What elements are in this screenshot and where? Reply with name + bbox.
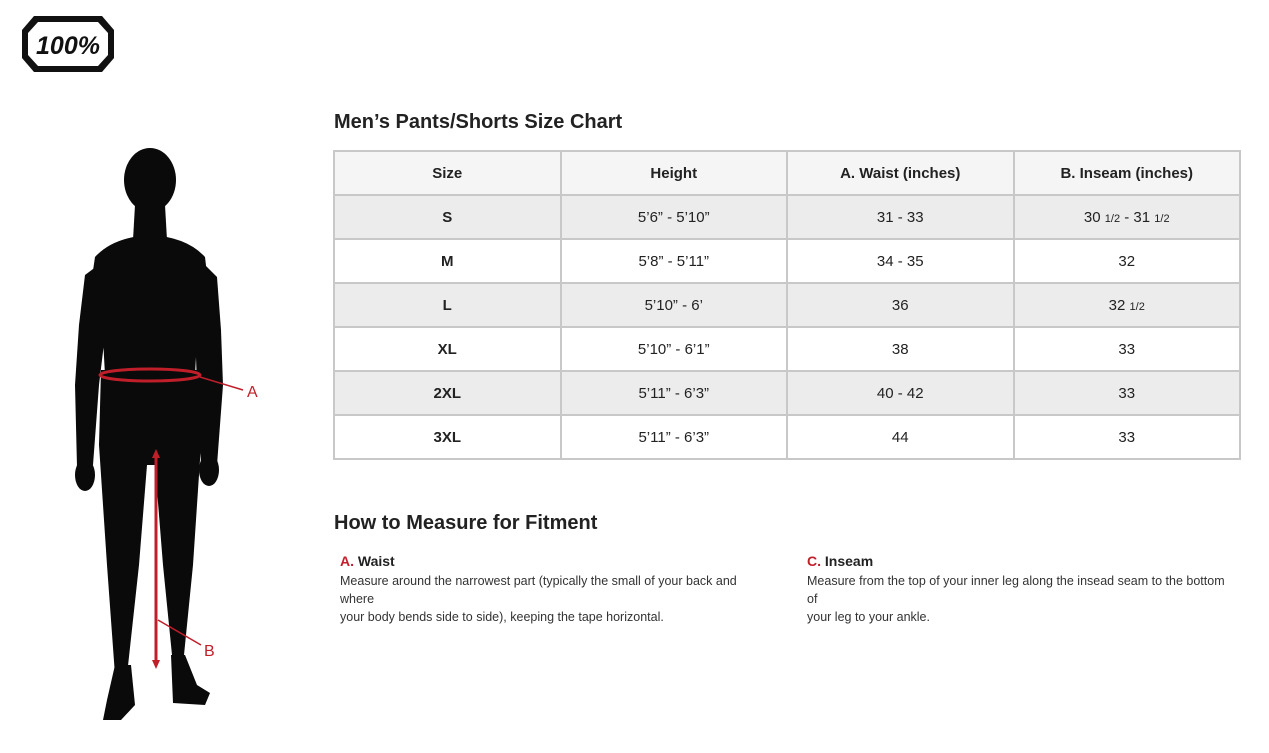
inseam-cell: 30 1/2 - 31 1/2 [1014,195,1241,239]
logo-text: 100% [36,32,100,60]
brand-logo [20,14,116,74]
waist-cell: 34 - 35 [787,239,1014,283]
inseam-heading [807,553,1237,569]
inseam-description: Measure from the top of your inner leg along the insead seam to the bottom of your leg to your ankle. [807,574,1225,624]
column-header-inseam: B. Inseam (inches) [1014,151,1241,195]
waist-instructions [340,553,770,626]
waist-cell: 36 [787,283,1014,327]
waist-description: Measure around the narrowest part (typically the small of your back and where your body bends side to side), keeping the tape horizontal. [340,574,737,624]
size-cell: S [334,195,561,239]
waist-cell: 44 [787,415,1014,459]
table-header-row [334,151,1240,195]
height-cell: 5’11” - 6’3” [561,371,788,415]
chart-title: Men’s Pants/Shorts Size Chart [334,111,623,133]
waist-label: Waist [357,553,395,569]
column-header-height: Height [561,151,788,195]
height-cell: 5’6” - 5’10” [561,195,788,239]
measure-title: How to Measure for Fitment [334,512,598,534]
waist-cell: 38 [787,327,1014,371]
inseam-label: Inseam [824,553,874,569]
inseam-cell: 32 [1014,239,1241,283]
height-cell: 5’10” - 6’ [561,283,788,327]
table-row [334,327,1240,371]
size-table [333,150,1241,460]
size-cell: XL [334,327,561,371]
label-a: A [247,384,258,401]
waist-cell: 31 - 33 [787,195,1014,239]
height-cell: 5’10” - 6’1” [561,327,788,371]
inseam-cell: 32 1/2 [1014,283,1241,327]
size-cell: L [334,283,561,327]
table-row [334,195,1240,239]
inseam-cell: 33 [1014,327,1241,371]
size-cell: 2XL [334,371,561,415]
waist-letter: A. [340,553,354,569]
column-header-waist: A. Waist (inches) [787,151,1014,195]
table-row [334,415,1240,459]
table-row [334,371,1240,415]
waist-cell: 40 - 42 [787,371,1014,415]
column-header-size: Size [334,151,561,195]
waist-heading [340,553,770,569]
inseam-instructions [807,553,1237,626]
height-cell: 5’11” - 6’3” [561,415,788,459]
table-row [334,283,1240,327]
label-b: B [204,643,215,660]
size-cell: M [334,239,561,283]
size-cell: 3XL [334,415,561,459]
table-row [334,239,1240,283]
height-cell: 5’8” - 5’11” [561,239,788,283]
inseam-cell: 33 [1014,415,1241,459]
inseam-cell: 33 [1014,371,1241,415]
body-silhouette [55,145,285,745]
inseam-letter: C. [807,553,821,569]
